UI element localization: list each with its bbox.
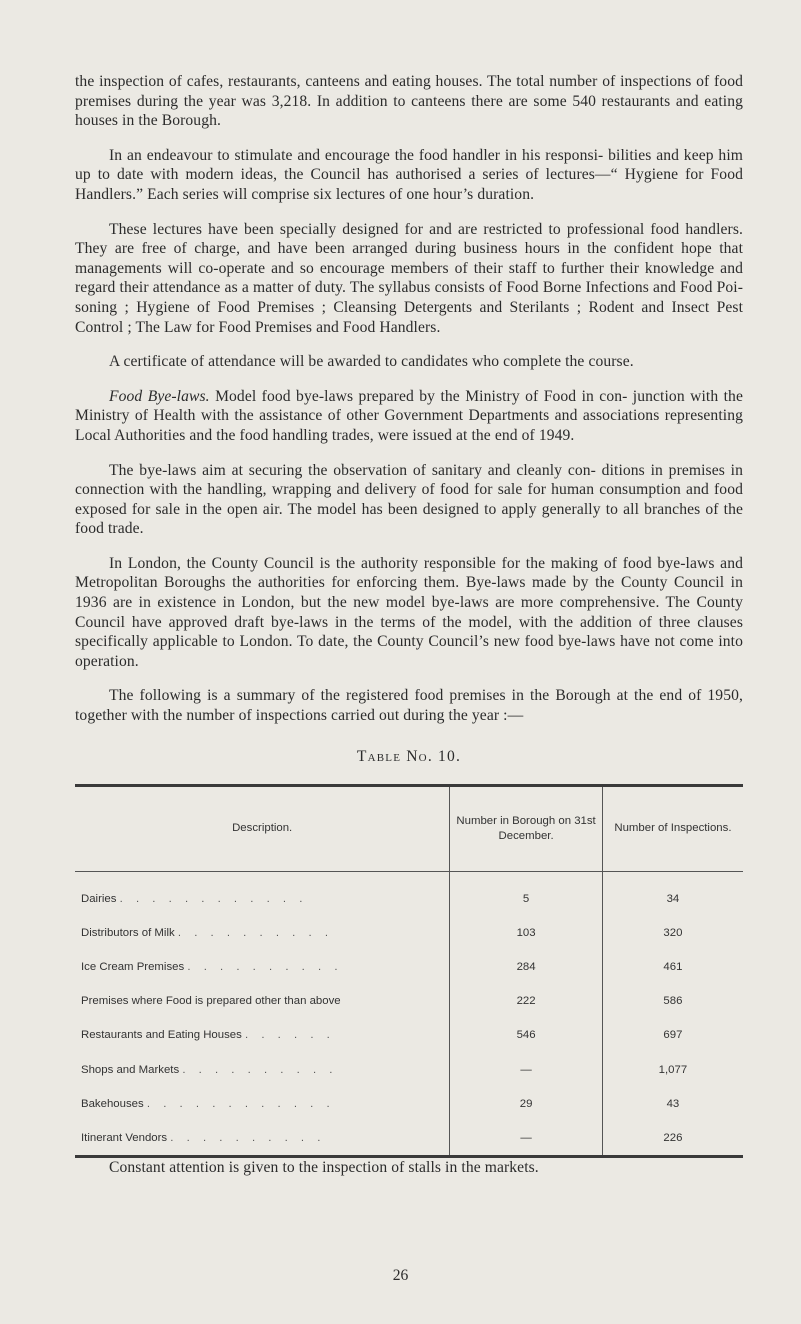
document-page <box>75 72 743 1193</box>
row-number: — <box>450 1053 603 1087</box>
paragraph-inspections: the inspection of cafes, restaurants, canteens and eating houses. The total number of inspections of food premises during the year was 3,218. In addition to canteens there are some 540 restaurants and eating houses in the Borough. <box>75 73 743 130</box>
row-description <box>75 916 450 950</box>
row-description <box>75 1053 450 1087</box>
table-row <box>75 871 743 916</box>
leader-dots: . . . . . . . . . . <box>187 961 343 974</box>
paragraph-london-authority: In London, the County Council is the authority responsible for the making of food bye-laws and Metropolitan Boroughs the authorities for enforcing them. Bye-laws made by the County Council in 1936 are in existence in London, but the new model bye-laws are more comprehensive. The County Council have approved draft bye-laws in the terms of the model, with the addition of three clauses specifically applicable to London. To date, the County Council’s new food bye-laws have not come into operation. <box>75 554 743 670</box>
byelaws-heading: Food Bye-laws. <box>109 387 210 405</box>
row-description <box>75 1018 450 1052</box>
row-inspections: 697 <box>663 1029 683 1042</box>
row-number: 284 <box>450 950 603 984</box>
paragraph-summary-intro: The following is a summary of the registered food premises in the Borough at the end of 1950, together with the number of inspections carried out during the year :— <box>75 687 743 725</box>
header-description: Description. <box>75 785 450 871</box>
row-inspections: 1,077 <box>658 1063 688 1076</box>
header-inspections: Number of Inspections. <box>602 785 743 871</box>
row-description-text: Itinerant Vendors <box>81 1132 168 1145</box>
row-inspections: 320 <box>663 926 683 939</box>
row-description <box>75 950 450 984</box>
row-number: 546 <box>450 1018 603 1052</box>
row-number: 5 <box>450 871 603 916</box>
leader-dots: . . . . . . . . . . <box>182 1063 338 1076</box>
row-description-text: Shops and Markets <box>81 1063 180 1076</box>
paragraph-food-byelaws <box>75 387 743 446</box>
table-row <box>75 1087 743 1121</box>
row-description-text: Dairies <box>81 892 117 905</box>
leader-dots: . . . . . . . . . . <box>170 1132 326 1145</box>
row-number: 222 <box>450 984 603 1018</box>
row-description-text: Bakehouses <box>81 1097 144 1110</box>
row-inspections: 34 <box>666 892 680 905</box>
paragraph-lecture-details: These lectures have been specially designed for and are restricted to professional food handlers. They are free of charge, and have been arranged during business hours in the confident hope that managements will co-operate and so encourage members of their staff to further their knowledge and regard their attendance as a matter of duty. The syllabus consists of Food Borne Infections and Food Poi- soning ; Hygiene of Food Premises ; Cleansing Detergents and Sterilants ; Rodent and Insect Pest Control ; The Law for Food Premises and Food Handlers. <box>75 220 743 336</box>
table-row <box>75 1121 743 1157</box>
leader-dots: . . . . . . . . . . . . <box>119 892 308 905</box>
table-title <box>75 748 743 766</box>
table-row <box>75 984 743 1018</box>
table-row <box>75 1053 743 1087</box>
row-inspections: 226 <box>602 1121 743 1157</box>
leader-dots: . . . . . . . . . . <box>177 926 333 939</box>
paragraph-lectures: In an endeavour to stimulate and encourage the food handler in his responsi- bilities and keep him up to date with modern ideas, the Council has authorised a series of lectures—“ Hygiene for Food Handlers.” Each series will comprise six lectures of one hour’s duration. <box>75 146 743 203</box>
row-description <box>75 871 450 916</box>
row-inspections: 461 <box>663 961 683 974</box>
table-row <box>75 950 743 984</box>
paragraph-certificate: A certificate of attendance will be awarded to candidates who complete the course. <box>109 353 634 371</box>
row-description-text: Ice Cream Premises <box>81 961 185 974</box>
byelaws-text: Model food bye-laws prepared by the Ministry of Food in con- junction with the Ministry of Health with the assistance of other Government Departments and associations representing Local Authorities and the food handling trades, were issued at the end of 1949. <box>75 387 743 444</box>
page-number: 26 <box>392 1267 409 1284</box>
row-number: 29 <box>450 1087 603 1121</box>
row-inspections: 586 <box>663 995 683 1008</box>
table-row <box>75 1018 743 1052</box>
header-number-in-borough: Number in Borough on 31st December. <box>450 785 603 871</box>
row-description-text: Premises where Food is prepared other than above <box>81 995 341 1008</box>
row-inspections: 43 <box>666 1097 680 1110</box>
leader-dots: . . . . . . . . . . . . <box>146 1097 335 1110</box>
food-premises-table <box>75 784 743 1159</box>
table-header-row <box>75 785 743 871</box>
row-description <box>75 1087 450 1121</box>
table-row <box>75 916 743 950</box>
row-number: — <box>450 1121 603 1157</box>
row-description <box>75 984 450 1018</box>
leader-dots: . . . . . . <box>245 1029 335 1042</box>
closing-sentence: Constant attention is given to the inspection of stalls in the markets. <box>109 1159 539 1177</box>
row-description <box>75 1121 450 1157</box>
paragraph-byelaws-aim: The bye-laws aim at securing the observation of sanitary and cleanly con- ditions in premises in connection with the handling, wrapping and delivery of food for sale for human consumption and food exposed for sale in the open air. The model has been designed to apply generally to all branches of the food trade. <box>75 461 743 538</box>
row-description-text: Distributors of Milk <box>81 926 175 939</box>
row-number: 103 <box>450 916 603 950</box>
row-description-text: Restaurants and Eating Houses <box>81 1029 242 1042</box>
table-title-text: Table No. 10. <box>356 747 462 765</box>
